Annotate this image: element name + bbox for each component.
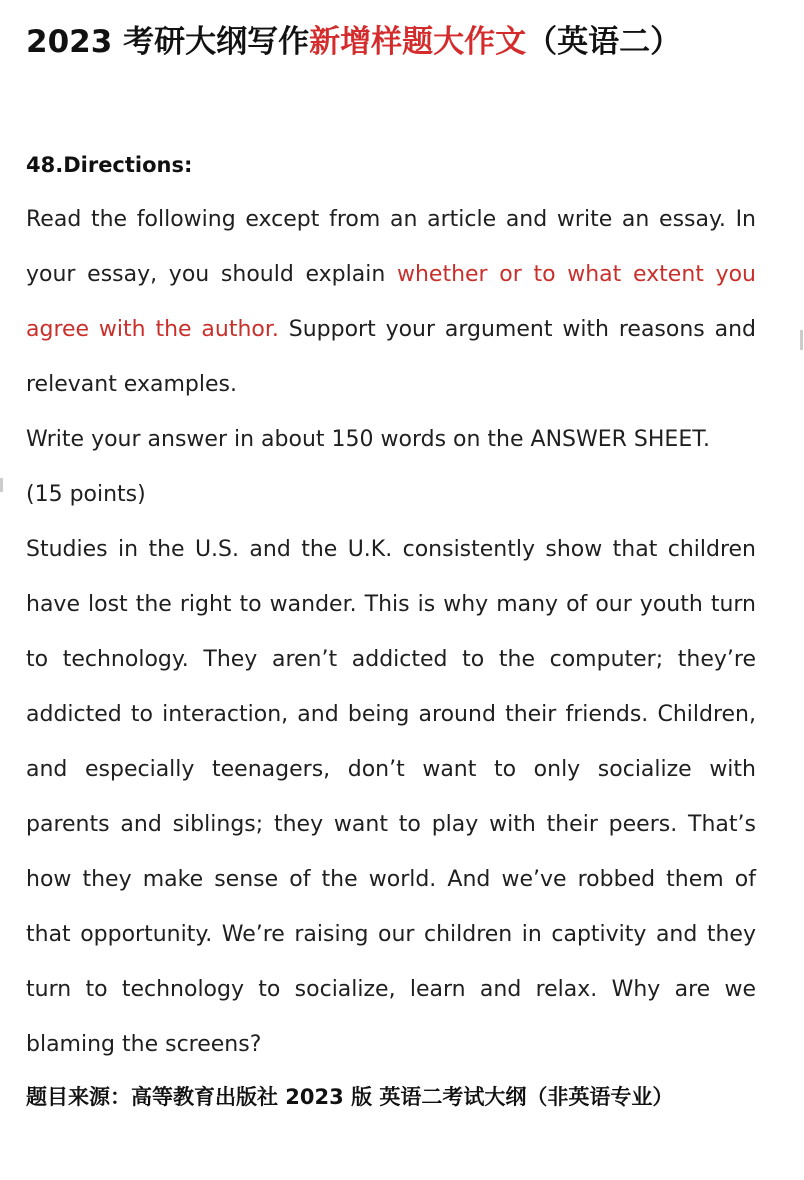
right-edge-mark — [800, 330, 803, 350]
instructions-highlight: whether or to what extent you agree with the author. — [26, 262, 756, 342]
instructions-post: Support your argument with reasons and relevant examples. — [26, 317, 756, 397]
passage-paragraph: Studies in the U.S. and the U.K. consistently show that children have lost the right to wander. This is why many of our youth turn to technology. They aren’t addicted to the computer; they’re addicted to interaction, and being around their friends. Children, and especially teenagers, don’t want to only socialize with parents and siblings; they want to play with their peers. That’s how they make sense of the world. And we’ve robbed them of that opportunity. We’re raising our children in captivity and they turn to technology to socialize, learn and relax. Why are we blaming the screens? — [26, 537, 756, 1057]
title-part-1: 2023 考研大纲写作 — [26, 24, 310, 60]
page-title — [26, 18, 796, 66]
instructions-pre: Read the following except from an article and write an essay. In your essay, you should explain — [26, 207, 756, 287]
word-limit-line: Write your answer in about 150 words on the ANSWER SHEET. — [26, 427, 711, 452]
directions-heading: 48.Directions: — [26, 153, 193, 177]
instructions-paragraph — [26, 192, 756, 412]
points-line: (15 points) — [26, 482, 146, 507]
title-part-3: （英语二） — [526, 24, 682, 60]
left-edge-mark — [0, 478, 3, 492]
source-footer: 题目来源：高等教育出版社 2023 版 英语二考试大纲（非英语专业） — [26, 1085, 674, 1109]
title-part-2: 新增样题大作文 — [309, 24, 527, 60]
